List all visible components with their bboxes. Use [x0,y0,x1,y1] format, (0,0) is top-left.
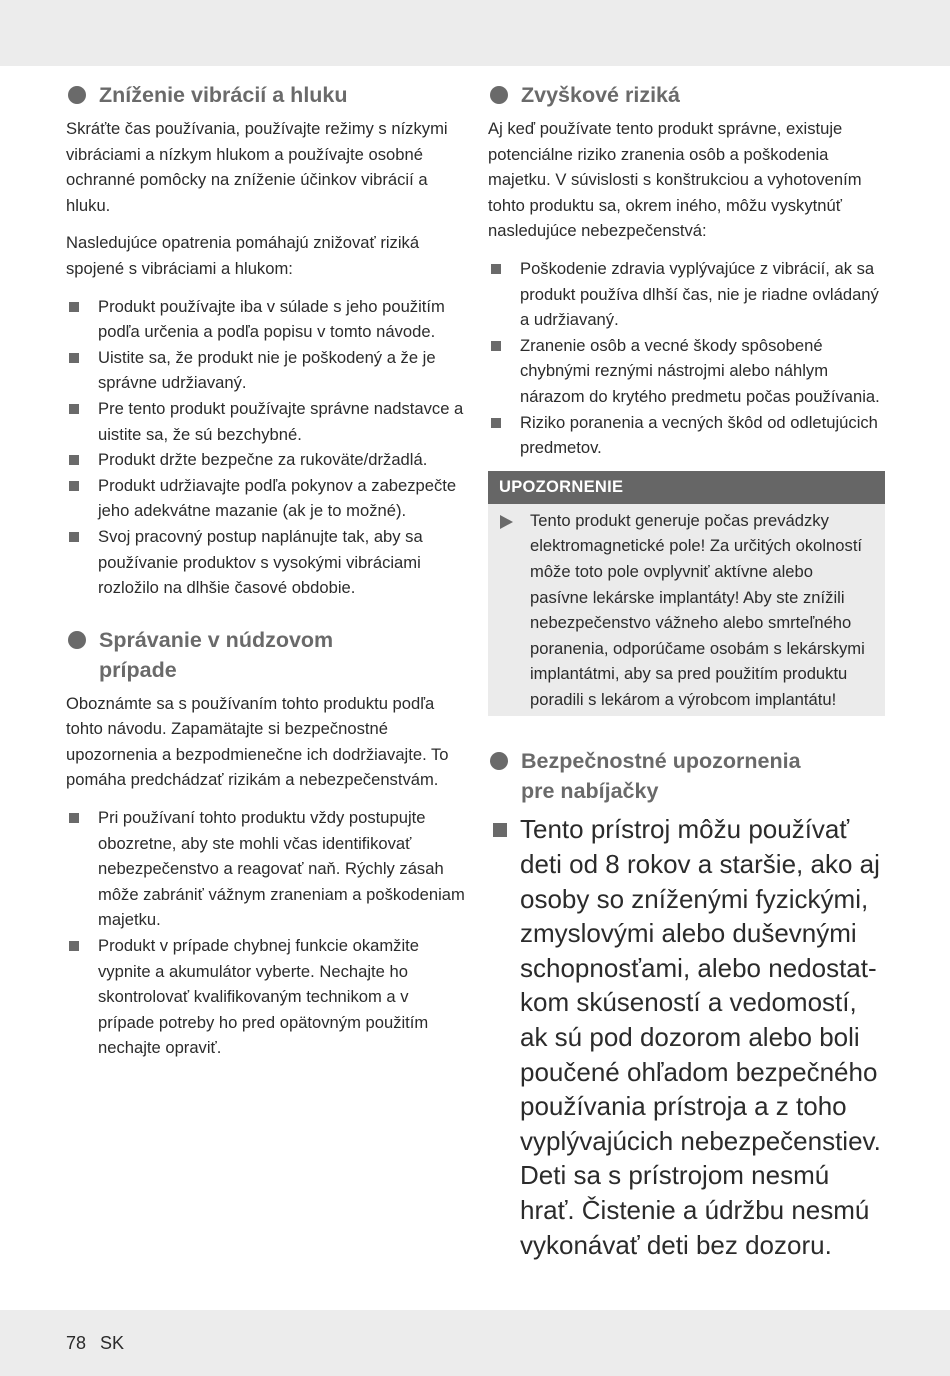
list-item-text: Produkt držte bezpečne za rukoväte/držadlá. [98,450,428,470]
language-code: SK [100,1333,125,1353]
list-item-text: Svoj pracovný postup naplánujte tak, aby sa používanie produktov s vysokými vibráciami rozložilo na dlhšie časové obdobie. [98,526,423,598]
bullet-circle-icon [68,86,86,104]
section-title: Zvyškové riziká [521,83,680,107]
paragraph: Skráťte čas používania, používajte režimy s nízkymi vibráciami a nízkym hlukom a používajte osobné ochranné pomôcky na zníženie účinkov vibrácií a hluku. [66,119,448,215]
bullet-circle-icon [490,752,508,770]
list-item [66,447,466,473]
square-bullet-icon [69,941,79,951]
bullet-circle-icon [490,86,508,104]
warning-label: UPOZORNENIE [488,471,885,504]
square-bullet-icon [491,418,501,428]
page-footer [66,1333,124,1354]
square-bullet-icon [69,404,79,414]
section-title-line2: pre nabíjačky [521,779,659,804]
section-title-line1: Bezpečnostné upozornenia [521,749,801,774]
bottom-band [0,1310,950,1376]
paragraph: Nasledujúce opatrenia pomáhajú znižovať riziká spojené s vibráciami a hlukom: [66,233,420,278]
section-title: Zníženie vibrácií a hluku [99,83,348,107]
square-bullet-icon [493,823,507,837]
large-list-item [488,812,885,1262]
square-bullet-icon [69,302,79,312]
top-band [0,0,950,66]
section-heading-vibration [66,80,466,110]
list-item [488,333,885,410]
square-bullet-icon [69,813,79,823]
right-column [488,80,885,1262]
risks-list [488,256,885,461]
section-heading-chargers [488,746,885,806]
list-item-text: Produkt používajte iba v súlade s jeho použitím podľa určenia a podľa popisu v tomto návode. [98,296,445,342]
list-item-text: Pri používaní tohto produktu vždy postupujte obozretne, aby ste mohli včas identifikovať nebezpečenstvo a reagovať naň. Rýchly zásah môže zabrániť vážnym zraneniam a poškodeniam majetku. [98,808,465,930]
paragraph: Aj keď používate tento produkt správne, existuje potenciálne riziko zranenia osôb a poškodenia majetku. V súvislosti s konštrukciou a vyhotovením tohto produktu sa, okrem iného, môžu vyskytnúť nasledujúce nebezpečenstvá: [488,119,862,241]
square-bullet-icon [491,341,501,351]
warning-box [488,471,885,717]
warning-body [488,504,885,717]
section-heading-residual-risks [488,80,885,110]
list-item [66,524,466,601]
warning-text: Tento produkt generuje počas prevádzky elektromagnetické pole! Za určitých okolností môže toto pole ovplyvniť aktívne alebo pasívne lekárske implantáty! Aby ste znížili nebezpečenstvo vážneho alebo smrteľného poranenia, odporúčame osobám s lekárskymi implantátmi, aby sa pred použitím produktu poradili s lekárom a výrobcom implantátu! [530,510,865,709]
list-item [66,345,466,396]
list-item-text: Uistite sa, že produkt nie je poškodený a že je správne udržiavaný. [98,347,436,393]
list-item [66,473,466,524]
large-list-item-text: Tento prístroj môžu používať deti od 8 rokov a staršie, ako aj osoby so zníženými fyzickými, zmyslovými alebo duševnými schopnosťami, alebo nedostat-kom skúseností a vedomostí, ak sú pod dozorom alebo boli poučené ohľadom bezpečného používania prístroja a z toho vyplývajúcich nebezpečenstiev. Deti sa s prístrojom nesmú hrať. Čistenie a údržbu nesmú vykonávať deti bez dozoru. [520,814,881,1260]
list-item [488,256,885,333]
measures-list [66,294,466,601]
list-item-text: Produkt v prípade chybnej funkcie okamžite vypnite a akumulátor vyberte. Nechajte ho skontrolovať kvalifikovaným technikom a v prípade potreby ho pred opätovným použitím nechajte opraviť. [98,936,429,1058]
list-item [66,294,466,345]
section-title-line1: Správanie v núdzovom [99,627,334,652]
section-heading-emergency [66,625,466,685]
square-bullet-icon [69,532,79,542]
page-number: 78 [66,1333,87,1353]
list-item-text: Produkt udržiavajte podľa pokynov a zabezpečte jeho adekvátne mazanie (ak je to možné). [98,475,457,521]
square-bullet-icon [69,455,79,465]
paragraph: Oboznámte sa s používaním tohto produktu podľa tohto návodu. Zapamätajte si bezpečnostné upozornenia a bezpodmienečne ich dodržiavajte. To pomáha predchádzať rizikám a nebezpečenstvám. [66,693,449,790]
square-bullet-icon [69,481,79,491]
list-item-text: Poškodenie zdravia vyplývajúce z vibrácií, ak sa produkt používa dlhší čas, nie je riadne ovládaný a udržiavaný. [520,258,879,330]
arrow-right-icon [500,515,513,529]
list-item-text: Riziko poranenia a vecných škôd od odletujúcich predmetov. [520,412,878,458]
list-item-text: Pre tento produkt používajte správne nadstavce a uistite sa, že sú bezchybné. [98,398,464,444]
bullet-circle-icon [68,631,86,649]
left-column [66,80,466,1071]
square-bullet-icon [69,353,79,363]
emergency-list [66,805,466,1061]
list-item-text: Zranenie osôb a vecné škody spôsobené chybnými reznými nástrojmi alebo náhlym nárazom do krytého predmetu počas používania. [520,335,880,406]
list-item [66,933,466,1061]
list-item [488,410,885,461]
list-item [66,805,466,933]
list-item [66,396,466,447]
section-title-line2: prípade [99,657,177,682]
square-bullet-icon [491,264,501,274]
